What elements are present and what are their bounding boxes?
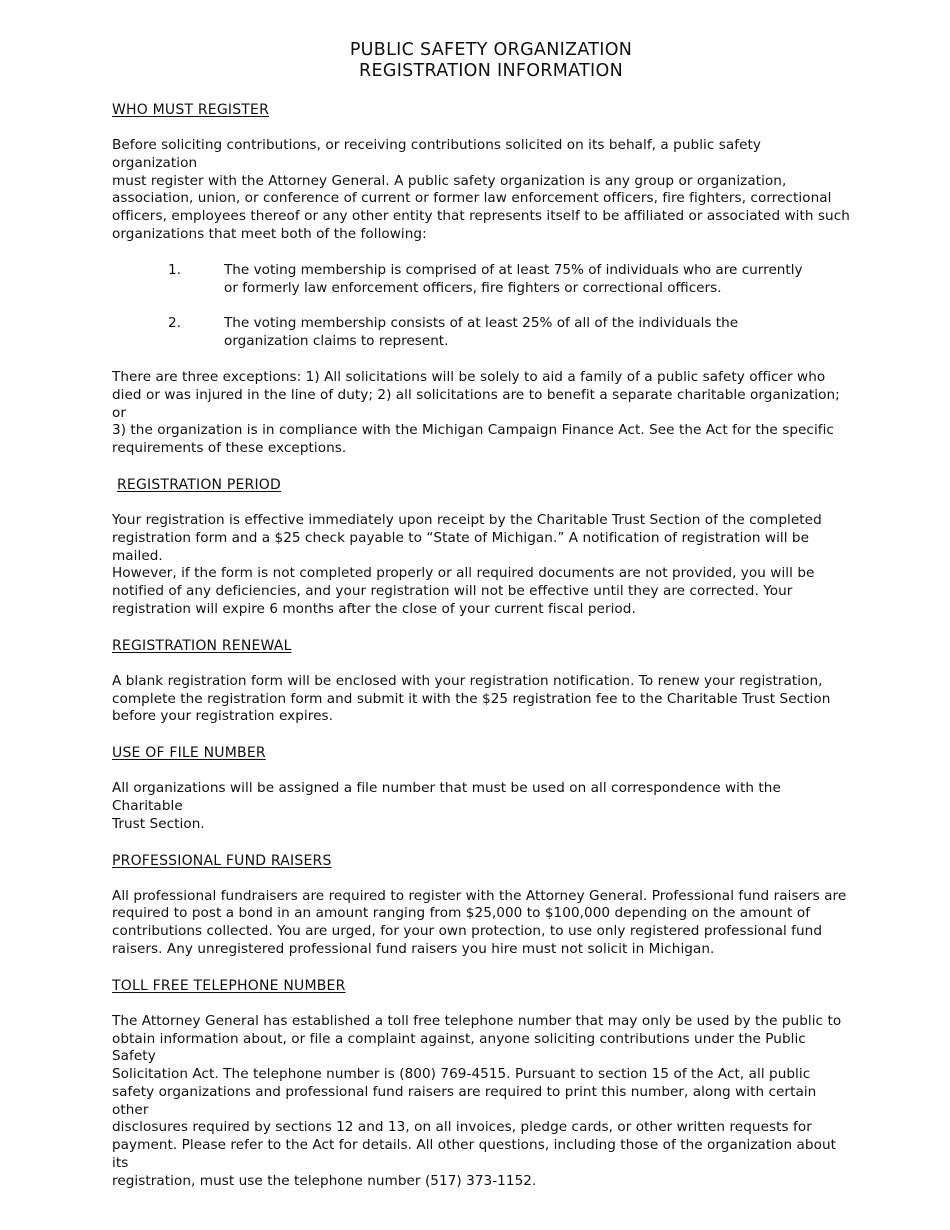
registration-period-body: Your registration is effective immediately upon receipt by the Charitable Trust Section of the completed registration form and a $25 check payable to “State of Michigan.” A notification of registration will be mailed. However, if the form is not completed properly or all required documents are not provided, you will be notified of any deficiencies, and your registration will not be effective until they are corrected. Your registration will expire 6 months after the close of your current fiscal period.: [112, 511, 822, 617]
list-item-number: 2.: [168, 315, 181, 332]
who-must-register-intro: Before soliciting contributions, or receiving contributions solicited on its behalf, a public safety organization must register with the Attorney General. A public safety organization is any group or organization, association, union, or conference of current or former law enforcement officers, fire fighters, correctional officers, employees thereof or any other entity that represents itself to be affiliated or associated with such organizations that meet both of the following:: [112, 137, 850, 242]
section-toll-free-number: [112, 977, 850, 1191]
list-item-text: The voting membership is comprised of at least 75% of individuals who are currently or formerly law enforcement officers, fire fighters or correctional officers.: [224, 261, 803, 296]
list-item-text: The voting membership consists of at least 25% of all of the individuals the organization claims to represent.: [224, 315, 739, 350]
section-registration-period: [112, 476, 850, 619]
registration-renewal-body: A blank registration form will be enclosed with your registration notification. To renew your registration, complete the registration form and submit it with the $25 registration fee to the Charitable Trust Section before your registration expires.: [112, 672, 831, 725]
heading-toll-free-number: TOLL FREE TELEPHONE NUMBER: [112, 977, 346, 994]
section-registration-renewal: [112, 637, 850, 726]
list-item-number: 1.: [168, 261, 181, 278]
requirements-list: [112, 262, 850, 351]
heading-registration-period: REGISTRATION PERIOD: [117, 476, 282, 493]
exceptions-paragraph: There are three exceptions: 1) All solicitations will be solely to aid a family of a public safety officer who died or was injured in the line of duty; 2) all solicitations are to benefit a separate charitable organization; or 3) the organization is in compliance with the Michigan Campaign Finance Act. See the Act for the specific requirements of these exceptions.: [112, 368, 840, 457]
toll-free-number-body: The Attorney General has established a toll free telephone number that may only be used by the public to obtain information about, or file a complaint against, anyone soliciting contributions under the Public Safety Solicitation Act. The telephone number is (800) 769-4515. Pursuant to section 15 of the Act, all public safety organizations and professional fund raisers are required to print this number, along with certain other disclosures required by sections 12 and 13, on all invoices, pledge cards, or other written requests for payment. Please refer to the Act for details. All other questions, including those of the organization about its registration, must use the telephone number (517) 373-1152.: [112, 1012, 842, 1189]
document-title: [112, 40, 850, 82]
heading-professional-fund-raisers: PROFESSIONAL FUND RAISERS: [112, 852, 332, 869]
title-line-1: PUBLIC SAFETY ORGANIZATION: [349, 40, 633, 60]
list-item: [112, 315, 850, 351]
file-number-body: All organizations will be assigned a file number that must be used on all correspondence with the Charitable Trust Section.: [112, 780, 781, 832]
section-file-number: [112, 744, 850, 833]
document-page: [112, 40, 850, 1209]
heading-registration-renewal: REGISTRATION RENEWAL: [112, 637, 292, 654]
heading-who-must-register: WHO MUST REGISTER: [112, 102, 270, 118]
professional-fund-raisers-body: All professional fundraisers are required to register with the Attorney General. Professional fund raisers are required to post a bond in an amount ranging from $25,000 to $100,000 depending on the amount of contributions collected. You are urged, for your own protection, to use only registered professional fund raisers. Any unregistered professional fund raisers you hire must not solicit in Michigan.: [112, 887, 847, 957]
section-professional-fund-raisers: [112, 852, 850, 959]
section-who-must-register: [112, 101, 850, 458]
list-item: [112, 262, 850, 298]
title-line-2: REGISTRATION INFORMATION: [359, 61, 623, 81]
heading-file-number: USE OF FILE NUMBER: [112, 745, 266, 762]
